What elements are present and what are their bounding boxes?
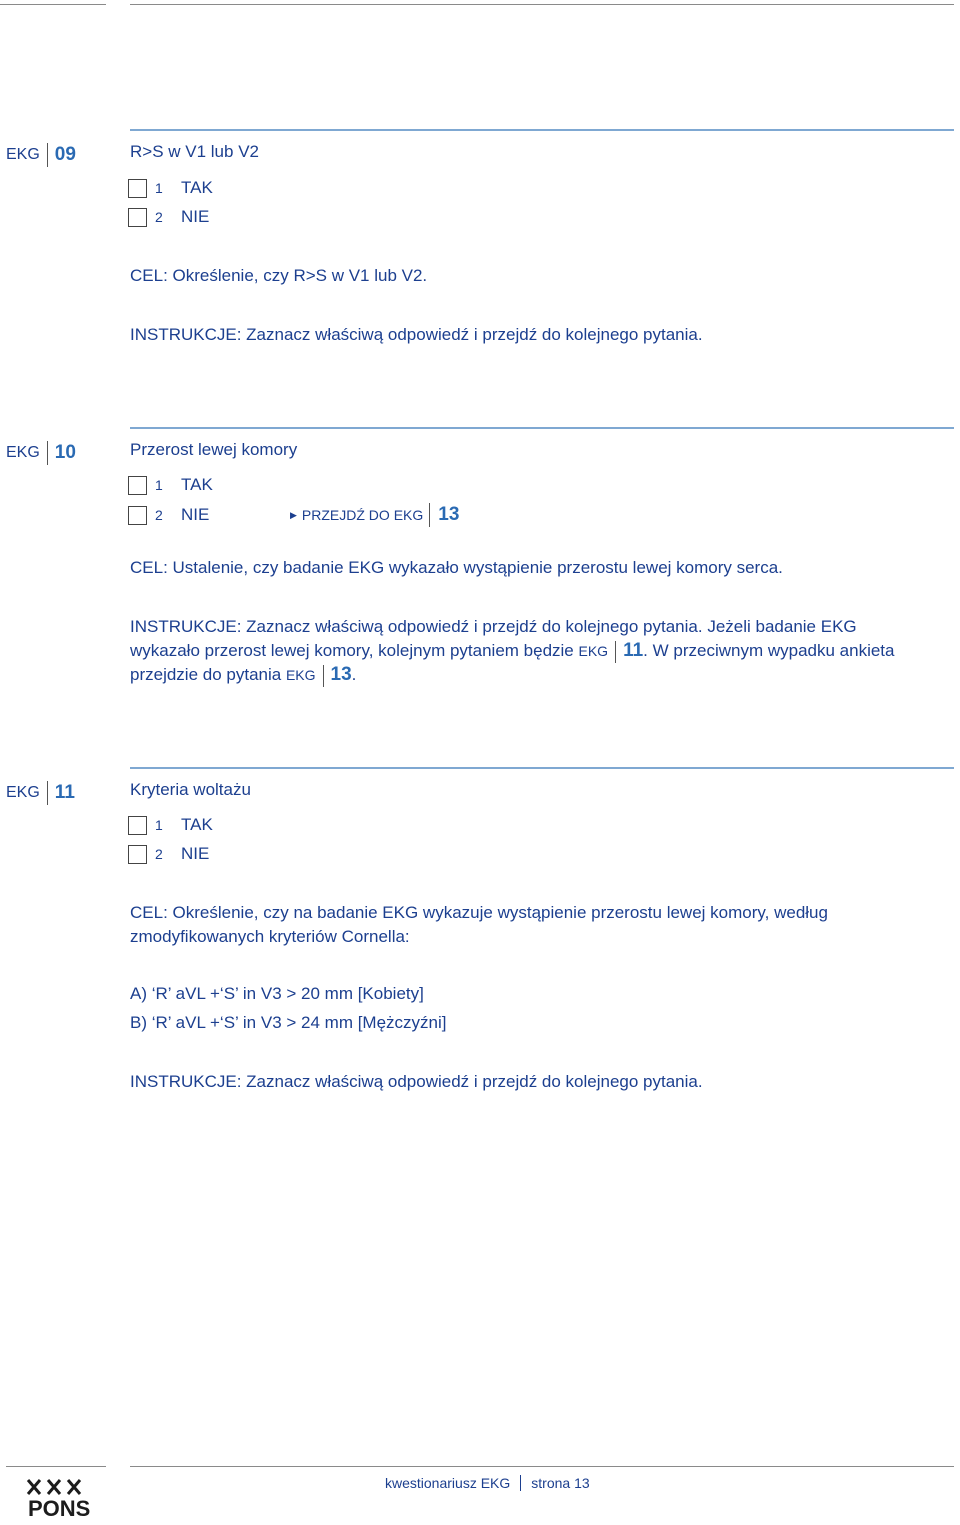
question-title: Przerost lewej komory — [130, 440, 298, 459]
question-title: Kryteria woltażu — [130, 780, 251, 799]
footer-separator — [520, 1475, 521, 1491]
option-number: 2 — [155, 507, 163, 523]
criterion-b: B) ‘R’ aVL +‘S’ in V3 > 24 mm [Mężczyźni] — [130, 1013, 447, 1032]
goal-text: CEL: Określenie, czy na badanie EKG wykazuje wystąpienie przerostu lewej komory, według zmodyfikowanych kryteriów Cornella: — [130, 903, 828, 946]
id-separator — [47, 781, 48, 805]
section-rule — [130, 129, 954, 131]
logo-text: PONS — [28, 1496, 91, 1521]
ref-number: 11 — [623, 640, 644, 661]
checkbox[interactable] — [128, 845, 147, 864]
question-number: 09 — [54, 144, 76, 165]
question-id — [6, 441, 76, 465]
option-number: 1 — [155, 180, 163, 196]
id-separator — [47, 441, 48, 465]
option-number: 2 — [155, 209, 163, 225]
skip-instruction — [290, 503, 459, 527]
instructions-part: . — [351, 665, 357, 684]
checkbox[interactable] — [128, 208, 147, 227]
question-prefix: EKG — [6, 444, 40, 461]
checkbox[interactable] — [128, 816, 147, 835]
section-rule — [130, 767, 954, 769]
option-nie[interactable] — [128, 206, 209, 228]
option-label: NIE — [181, 207, 210, 226]
option-label: TAK — [181, 178, 213, 197]
checkbox[interactable] — [128, 179, 147, 198]
skip-target-number: 13 — [438, 504, 460, 525]
option-number: 2 — [155, 846, 163, 862]
footer-rule-left — [6, 1466, 106, 1467]
checkbox[interactable] — [128, 506, 147, 525]
footer-rule-right — [130, 1466, 954, 1467]
inline-ref-ekg-13 — [286, 665, 352, 684]
footer-page-number: strona 13 — [531, 1475, 590, 1491]
play-arrow-icon: ▶ — [290, 509, 297, 520]
option-nie[interactable] — [128, 504, 209, 526]
id-separator — [429, 503, 430, 527]
question-number: 11 — [54, 782, 75, 803]
option-label: NIE — [181, 505, 210, 524]
option-nie[interactable] — [128, 843, 209, 865]
option-number: 1 — [155, 817, 163, 833]
question-title: R>S w V1 lub V2 — [130, 142, 259, 161]
ref-separator — [615, 641, 616, 663]
instructions-part: . W przeciwnym wypadku ankieta przejdzie do pytania — [130, 641, 895, 684]
option-tak[interactable] — [128, 814, 213, 836]
option-label: TAK — [181, 475, 213, 494]
section-rule — [130, 427, 954, 429]
ref-separator — [323, 665, 324, 687]
instructions-text: INSTRUKCJE: Zaznacz właściwą odpowiedź i przejdź do kolejnego pytania. — [130, 325, 703, 344]
footer-doc-title: kwestionariusz EKG — [385, 1475, 511, 1491]
question-id — [6, 143, 76, 167]
top-rule-left — [0, 4, 106, 5]
ref-number: 13 — [330, 664, 352, 685]
footer — [385, 1475, 590, 1491]
goal-text: CEL: Ustalenie, czy badanie EKG wykazało wystąpienie przerostu lewej komory serca. — [130, 558, 783, 577]
checkbox[interactable] — [128, 476, 147, 495]
top-rule-right — [130, 4, 954, 5]
question-id — [6, 781, 75, 805]
criterion-a: A) ‘R’ aVL +‘S’ in V3 > 20 mm [Kobiety] — [130, 984, 424, 1003]
skip-text: PRZEJDŹ DO EKG — [301, 507, 424, 523]
question-number: 10 — [54, 442, 76, 463]
logo-mark-icon — [26, 1478, 86, 1496]
ref-prefix: EKG — [285, 667, 316, 683]
ref-prefix: EKG — [578, 643, 609, 659]
inline-ref-ekg-11 — [579, 641, 644, 660]
option-number: 1 — [155, 477, 163, 493]
option-label: NIE — [181, 844, 210, 863]
goal-text: CEL: Określenie, czy R>S w V1 lub V2. — [130, 266, 428, 285]
instructions-part: INSTRUKCJE: Zaznacz właściwą odpowiedź i przejdź do kolejnego pytania. Jeżeli badanie EKG wykazało przerost lewej komory, kolejnym pytaniem będzie — [130, 617, 857, 660]
option-tak[interactable] — [128, 177, 213, 199]
pons-logo — [26, 1478, 91, 1522]
option-label: TAK — [181, 815, 213, 834]
instructions-text — [130, 615, 920, 687]
question-prefix: EKG — [6, 146, 40, 163]
question-prefix: EKG — [6, 784, 40, 801]
option-tak[interactable] — [128, 474, 213, 496]
id-separator — [47, 143, 48, 167]
instructions-text: INSTRUKCJE: Zaznacz właściwą odpowiedź i przejdź do kolejnego pytania. — [130, 1072, 703, 1091]
